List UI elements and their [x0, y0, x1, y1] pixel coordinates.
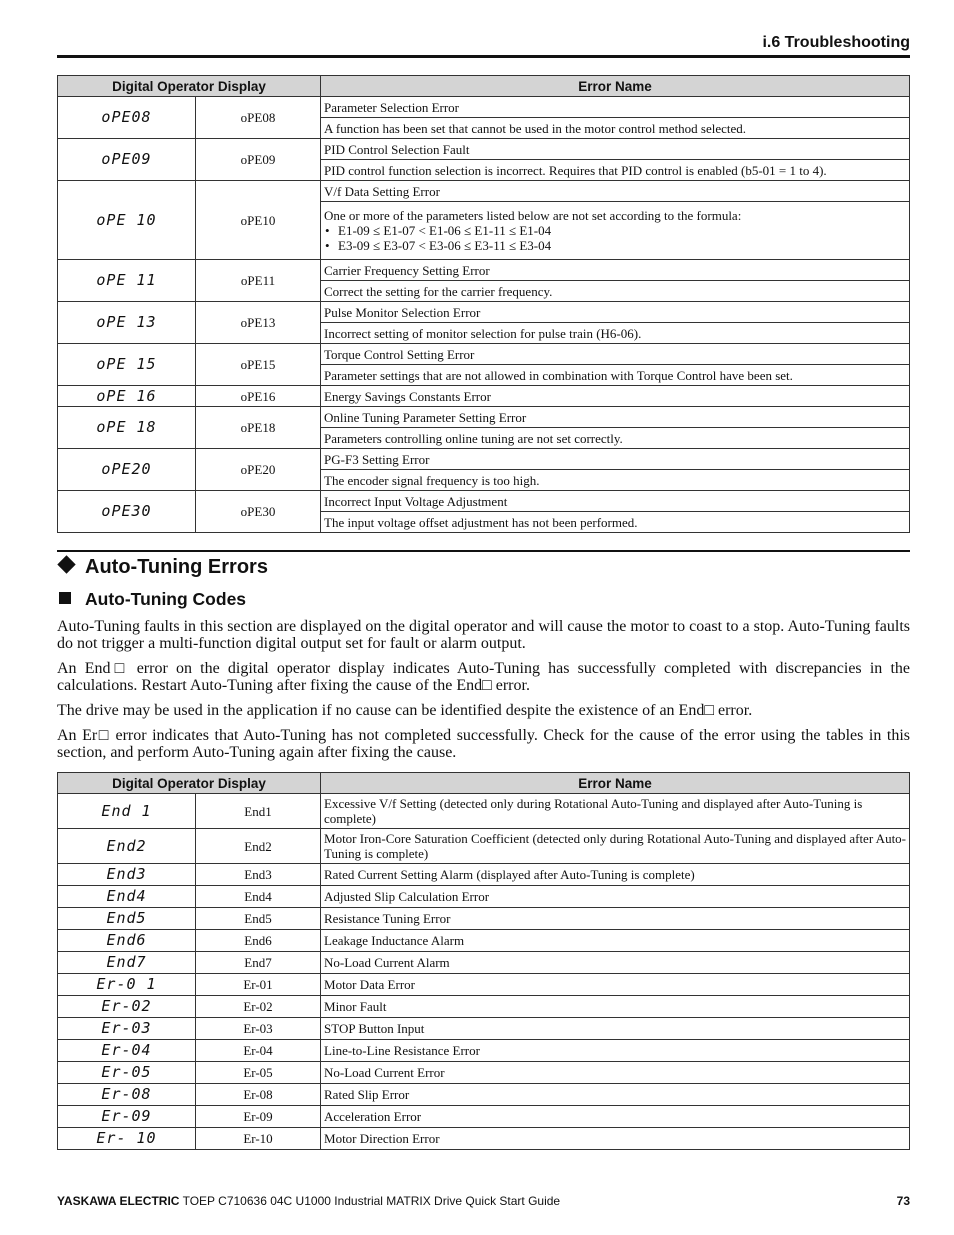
- error-name: V/f Data Setting Error: [321, 181, 910, 202]
- error-description: The input voltage offset adjustment has not been performed.: [321, 512, 910, 533]
- error-name: Rated Current Setting Alarm (displayed after Auto-Tuning is complete): [321, 864, 910, 886]
- page-footer: [57, 1194, 910, 1208]
- segment-display: oPE 15: [58, 344, 196, 386]
- table-row: [58, 930, 910, 952]
- running-header: [57, 33, 910, 58]
- segment-display: oPE 10: [58, 181, 196, 260]
- error-name: No-Load Current Alarm: [321, 952, 910, 974]
- table-row: [58, 1018, 910, 1040]
- table-row: [58, 794, 910, 829]
- formula-bullet: • E3-09 ≤ E3-07 < E3-06 ≤ E3-11 ≤ E3-04: [324, 238, 906, 253]
- table-row: [58, 1084, 910, 1106]
- error-code: Er-03: [196, 1018, 321, 1040]
- error-code: oPE09: [196, 139, 321, 181]
- error-description: Parameters controlling online tuning are not set correctly.: [321, 428, 910, 449]
- error-description: A function has been set that cannot be used in the motor control method selected.: [321, 118, 910, 139]
- segment-display: End2: [58, 829, 196, 864]
- error-name: No-Load Current Error: [321, 1062, 910, 1084]
- paragraph: The drive may be used in the application if no cause can be identified despite the existence of an End□ error.: [57, 702, 753, 719]
- segment-display: Er-02: [58, 996, 196, 1018]
- segment-display: oPE 11: [58, 260, 196, 302]
- segment-display: Er-08: [58, 1084, 196, 1106]
- error-code: End7: [196, 952, 321, 974]
- table-row: [58, 1128, 910, 1150]
- error-code: oPE10: [196, 181, 321, 260]
- section-title: Auto-Tuning Errors: [85, 556, 268, 578]
- error-code: End4: [196, 886, 321, 908]
- error-name: Incorrect Input Voltage Adjustment: [321, 491, 910, 512]
- segment-display: End7: [58, 952, 196, 974]
- ope-error-table: [57, 75, 910, 533]
- error-code: oPE13: [196, 302, 321, 344]
- segment-display: oPE20: [58, 449, 196, 491]
- table-row: [58, 974, 910, 996]
- formula-bullet: • E1-09 ≤ E1-07 < E1-06 ≤ E1-11 ≤ E1-04: [324, 223, 906, 238]
- segment-display: Er-05: [58, 1062, 196, 1084]
- error-name: Motor Data Error: [321, 974, 910, 996]
- error-code: Er-10: [196, 1128, 321, 1150]
- error-name: Acceleration Error: [321, 1106, 910, 1128]
- table-row: [58, 908, 910, 930]
- table-row: [58, 260, 910, 281]
- header-display: Digital Operator Display: [58, 76, 321, 97]
- diamond-icon: [57, 555, 75, 573]
- body-text: [57, 618, 910, 769]
- segment-display: End 1: [58, 794, 196, 829]
- segment-display: Er-03: [58, 1018, 196, 1040]
- error-code: oPE16: [196, 386, 321, 407]
- table-row: [58, 996, 910, 1018]
- error-code: End3: [196, 864, 321, 886]
- table-row: [58, 386, 910, 407]
- paragraph: An Er□ error indicates that Auto-Tuning has not completed successfully. Check for the cause of the error using the tables in this section, and perform Auto-Tuning again after fixing the cause.: [57, 727, 910, 761]
- segment-display: Er- 10: [58, 1128, 196, 1150]
- header-display: Digital Operator Display: [58, 773, 321, 794]
- error-name: Torque Control Setting Error: [321, 344, 910, 365]
- table-row: [58, 864, 910, 886]
- segment-display: oPE08: [58, 97, 196, 139]
- error-name: Excessive V/f Setting (detected only during Rotational Auto-Tuning and displayed after Auto-Tuning is complete): [321, 794, 910, 829]
- segment-display: oPE 16: [58, 386, 196, 407]
- table-row: [58, 302, 910, 323]
- error-code: End1: [196, 794, 321, 829]
- table-header-row: [58, 773, 910, 794]
- segment-display: End5: [58, 908, 196, 930]
- segment-display: Er-04: [58, 1040, 196, 1062]
- page-number: 73: [896, 1194, 910, 1208]
- segment-display: End3: [58, 864, 196, 886]
- segment-display: End6: [58, 930, 196, 952]
- error-name: Online Tuning Parameter Setting Error: [321, 407, 910, 428]
- error-name: STOP Button Input: [321, 1018, 910, 1040]
- error-name: Leakage Inductance Alarm: [321, 930, 910, 952]
- segment-display: Er-0 1: [58, 974, 196, 996]
- error-code: Er-02: [196, 996, 321, 1018]
- error-code: oPE15: [196, 344, 321, 386]
- table-row: [58, 886, 910, 908]
- segment-display: oPE09: [58, 139, 196, 181]
- error-code: Er-09: [196, 1106, 321, 1128]
- subsection-heading: [57, 589, 246, 609]
- table-row: [58, 1040, 910, 1062]
- error-code: End6: [196, 930, 321, 952]
- table-row: [58, 344, 910, 365]
- table-row: [58, 1106, 910, 1128]
- segment-display: oPE 13: [58, 302, 196, 344]
- header-error-name: Error Name: [321, 76, 910, 97]
- section-divider: [57, 550, 910, 552]
- header-error-name: Error Name: [321, 773, 910, 794]
- error-name: Parameter Selection Error: [321, 97, 910, 118]
- square-bullet-icon: [59, 592, 71, 604]
- table-row: [58, 181, 910, 202]
- footer-brand: YASKAWA ELECTRIC: [57, 1194, 180, 1208]
- error-code: oPE18: [196, 407, 321, 449]
- paragraph: An End□ error on the digital operator display indicates Auto-Tuning has successfully completed with discrepancies in the calculations. Restart Auto-Tuning after fixing the cause of the End□ error.: [57, 660, 910, 694]
- error-name: Resistance Tuning Error: [321, 908, 910, 930]
- error-code: End2: [196, 829, 321, 864]
- segment-display: oPE30: [58, 491, 196, 533]
- error-name: Rated Slip Error: [321, 1084, 910, 1106]
- description-text: One or more of the parameters listed below are not set according to the formula:: [324, 208, 742, 223]
- table-row: [58, 449, 910, 470]
- error-description: Incorrect setting of monitor selection for pulse train (H6-06).: [321, 323, 910, 344]
- segment-display: oPE 18: [58, 407, 196, 449]
- table-row: [58, 1062, 910, 1084]
- table-row: [58, 952, 910, 974]
- error-name: Pulse Monitor Selection Error: [321, 302, 910, 323]
- error-description: [321, 202, 910, 260]
- error-code: End5: [196, 908, 321, 930]
- footer-doc-title: TOEP C710636 04C U1000 Industrial MATRIX Drive Quick Start Guide: [182, 1194, 561, 1208]
- error-name: PG-F3 Setting Error: [321, 449, 910, 470]
- error-name: Energy Savings Constants Error: [321, 386, 910, 407]
- table-row: [58, 139, 910, 160]
- error-code: oPE11: [196, 260, 321, 302]
- section-heading: [57, 555, 268, 579]
- section-header-title: i.6 Troubleshooting: [762, 34, 910, 51]
- error-name: Minor Fault: [321, 996, 910, 1018]
- table-row: [58, 829, 910, 864]
- error-code: oPE30: [196, 491, 321, 533]
- error-description: PID control function selection is incorrect. Requires that PID control is enabled (b5-01 = 1 to 4).: [321, 160, 910, 181]
- error-description: The encoder signal frequency is too high.: [321, 470, 910, 491]
- error-name: Line-to-Line Resistance Error: [321, 1040, 910, 1062]
- error-name: PID Control Selection Fault: [321, 139, 910, 160]
- error-code: Er-05: [196, 1062, 321, 1084]
- error-description: Correct the setting for the carrier frequency.: [321, 281, 910, 302]
- error-code: oPE08: [196, 97, 321, 139]
- segment-display: Er-09: [58, 1106, 196, 1128]
- table-row: [58, 97, 910, 118]
- error-code: Er-01: [196, 974, 321, 996]
- table-header-row: [58, 76, 910, 97]
- error-name: Adjusted Slip Calculation Error: [321, 886, 910, 908]
- segment-display: End4: [58, 886, 196, 908]
- auto-tuning-error-table: [57, 772, 910, 1150]
- error-code: Er-08: [196, 1084, 321, 1106]
- subsection-title: Auto-Tuning Codes: [85, 589, 247, 609]
- table-row: [58, 491, 910, 512]
- error-description: Parameter settings that are not allowed in combination with Torque Control have been set.: [321, 365, 910, 386]
- error-name: Motor Direction Error: [321, 1128, 910, 1150]
- error-code: oPE20: [196, 449, 321, 491]
- table-row: [58, 407, 910, 428]
- error-name: Motor Iron-Core Saturation Coefficient (detected only during Rotational Auto-Tuning and displayed after Auto-Tuning is complete): [321, 829, 910, 864]
- error-name: Carrier Frequency Setting Error: [321, 260, 910, 281]
- error-code: Er-04: [196, 1040, 321, 1062]
- paragraph: Auto-Tuning faults in this section are displayed on the digital operator and will cause the motor to coast to a stop. Auto-Tuning faults do not trigger a multi-function digital output set for fault or alarm output.: [57, 618, 910, 652]
